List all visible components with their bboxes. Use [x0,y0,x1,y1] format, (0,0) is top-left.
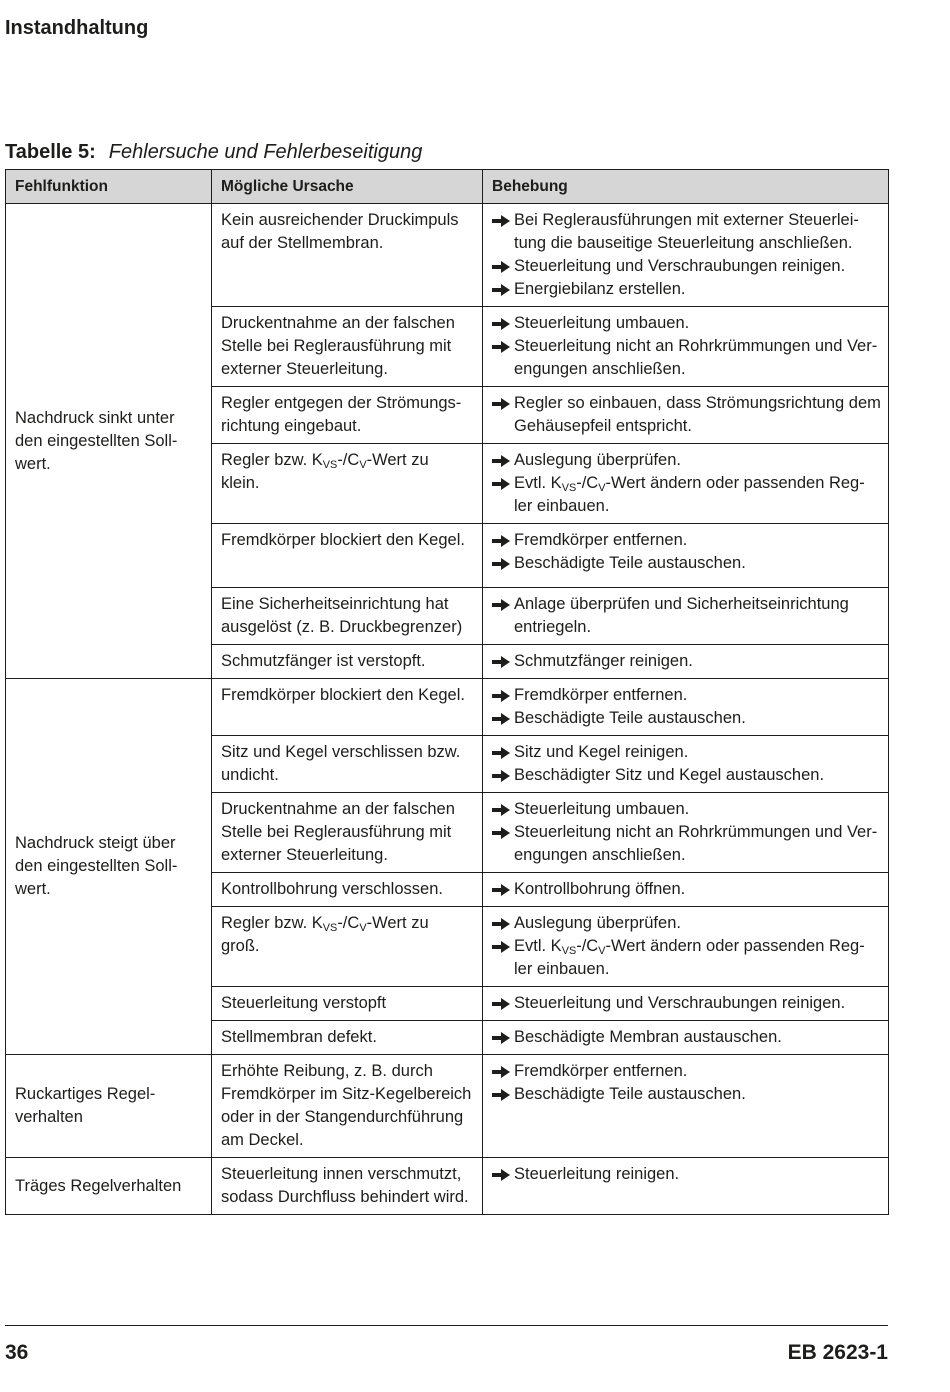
text-line: den eingestellten Soll- [15,857,178,875]
fault-cell [6,1055,212,1158]
text-line: entriegeln. [514,618,592,636]
arrow-right-icon [492,1173,502,1177]
arrow-right-icon [492,1036,502,1040]
arrow-right-icon [492,774,502,778]
text-segment: -Wert ändern oder passenden Reg- [605,474,865,492]
remedy-text [514,529,879,552]
text-line: Nachdruck sinkt unter [15,408,175,427]
remedy-cell [483,873,889,907]
subscript: V [598,945,606,958]
remedy-item [492,335,879,381]
remedy-cell [483,1021,889,1055]
text-line: Kontrollbohrung öffnen. [514,880,686,898]
cause-cell [212,444,483,524]
text-line: tung die bauseitige Steuerleitung anschließen. [514,234,853,252]
remedy-item [492,650,879,673]
text-line: Beschädigte Teile austauschen. [514,1085,746,1103]
cause-cell [212,1055,483,1158]
remedy-cell [483,588,889,645]
text-line: den eingestellten Soll- [15,431,178,450]
arrow-right-icon [492,1070,502,1074]
remedy-text [514,1163,879,1186]
header-row [6,170,889,204]
subscript: V [359,459,367,472]
arrow-right-icon [492,945,502,949]
arrow-right-icon [492,751,502,755]
text-line: wert. [15,454,51,473]
remedy-item [492,1026,879,1049]
fault-cell [6,204,212,679]
text-line: ausgelöst (z. B. Druckbegrenzer) [221,618,463,636]
text-line: Schmutzfänger ist verstopft. [221,652,426,670]
text-segment: -Wert zu [366,451,429,469]
remedy-text [514,912,879,935]
remedy-item [492,1060,879,1083]
table-row [6,1055,889,1158]
remedy-item [492,912,879,935]
remedy-text [514,741,879,764]
remedy-cell [483,307,889,387]
remedy-cell [483,204,889,307]
remedy-text [514,255,879,278]
text-line: Beschädigte Membran austauschen. [514,1028,782,1046]
arrow-right-icon [492,808,502,812]
text-line: Druckentnahme an der falschen [221,800,455,818]
fault-cell [6,1158,212,1215]
text-line: Steuerleitung nicht an Rohrkrümmungen und Ver- [514,823,878,841]
text-line: wert. [15,880,51,898]
subscript: V [359,922,367,935]
text-line: Kontrollbohrung verschlossen. [221,880,443,898]
text-segment: -/C [576,474,599,492]
header-remedy: Behebung [483,170,889,204]
text-segment: -/C [337,451,360,469]
subscript: VS [322,459,338,472]
remedy-text [514,335,879,381]
remedy-text [514,650,879,673]
remedy-text [514,821,879,867]
text-line: Beschädigter Sitz und Kegel austauschen. [514,766,825,784]
remedy-cell [483,524,889,588]
text-line: Eine Sicherheitseinrichtung hat [221,595,449,613]
text-line: Steuerleitung verstopft [221,994,387,1012]
text-line: Fremdkörper blockiert den Kegel. [221,531,465,549]
remedy-text [514,312,879,335]
remedy-item [492,529,879,552]
remedy-cell [483,987,889,1021]
text-line: Regler so einbauen, dass Strömungsrichtung dem [514,394,881,412]
text-line: Sitz und Kegel verschlissen bzw. [221,743,461,761]
text-line: Druckentnahme an der falschen [221,314,455,332]
cause-cell [212,588,483,645]
text-line: Beschädigte Teile austauschen. [514,709,746,727]
remedy-item [492,312,879,335]
text-line: Regler entgegen der Strömungs- [221,394,462,412]
text-line: sodass Durchfluss behindert wird. [221,1188,469,1206]
remedy-text [514,392,879,438]
text-line: Steuerleitung und Verschraubungen reinigen. [514,994,846,1012]
arrow-right-icon [492,345,502,349]
text-segment: Evtl. K [514,474,562,492]
fault-cell [6,679,212,1055]
arrow-right-icon [492,1002,502,1006]
cause-cell [212,524,483,588]
text-line: Stellmembran defekt. [221,1028,377,1046]
header-fault: Fehlfunktion [6,170,212,204]
text-line: Ruckartiges Regel- [15,1085,156,1103]
cause-cell [212,645,483,679]
remedy-text [514,449,879,472]
text-line: oder in der Stangendurchführung [221,1108,464,1126]
cause-cell [212,907,483,987]
text-line: Nachdruck steigt über [15,834,176,852]
subscript: V [598,482,606,495]
text-line: am Deckel. [221,1131,304,1149]
table-caption [5,139,422,165]
text-line: klein. [221,474,260,492]
remedy-text [514,1026,879,1049]
remedy-item [492,992,879,1015]
text-line: Stelle bei Reglerausführung mit [221,823,452,841]
remedy-item [492,392,879,438]
header-cause: Mögliche Ursache [212,170,483,204]
remedy-item [492,1083,879,1106]
section-title: Instandhaltung [5,17,149,39]
remedy-item [492,764,879,787]
remedy-item [492,821,879,867]
arrow-right-icon [492,694,502,698]
remedy-text [514,764,879,787]
arrow-right-icon [492,1093,502,1097]
caption-label: Tabelle 5: [5,141,96,163]
arrow-right-icon [492,717,502,721]
remedy-item [492,707,879,730]
text-line: Fremdkörper blockiert den Kegel. [221,686,465,704]
remedy-item [492,209,879,255]
text-line: Fremdkörper entfernen. [514,1062,688,1080]
text-segment: -/C [337,914,360,932]
text-line [221,449,473,472]
remedy-text [514,684,879,707]
remedy-text [514,593,879,639]
text-line: groß. [221,937,260,955]
remedy-item [492,741,879,764]
subscript: VS [561,482,577,495]
remedy-cell [483,679,889,736]
text-segment: Regler bzw. K [221,451,323,469]
text-line: Auslegung überprüfen. [514,451,681,469]
text-line: Kein ausreichender Druckimpuls [221,211,459,229]
text-line: Gehäusepfeil entspricht. [514,417,692,435]
remedy-cell [483,387,889,444]
cause-cell [212,679,483,736]
text-line: ler einbauen. [514,960,610,978]
text-segment: -Wert ändern oder passenden Reg- [605,937,865,955]
text-line: Fremdkörper entfernen. [514,686,688,704]
text-line: Fremdkörper entfernen. [514,531,688,549]
text-line: externer Steuerleitung. [221,360,388,378]
footer-rule [5,1325,888,1326]
remedy-item [492,593,879,639]
text-line [514,472,879,495]
subscript: VS [322,922,338,935]
arrow-right-icon [492,402,502,406]
arrow-right-icon [492,562,502,566]
arrow-right-icon [492,660,502,664]
text-line [221,912,473,935]
text-line: auf der Stellmembran. [221,234,384,252]
text-line: richtung eingebaut. [221,417,362,435]
text-segment: -/C [576,937,599,955]
text-segment: Regler bzw. K [221,914,323,932]
text-line: Steuerleitung innen verschmutzt, [221,1165,462,1183]
table-row [6,679,889,736]
cause-cell [212,1021,483,1055]
arrow-right-icon [492,922,502,926]
remedy-cell [483,1158,889,1215]
remedy-item [492,1163,879,1186]
document-number: EB 2623-1 [787,1341,888,1364]
cause-cell [212,1158,483,1215]
text-line: externer Steuerleitung. [221,846,388,864]
table-row [6,204,889,307]
page-number: 36 [5,1341,29,1364]
text-line: Schmutzfänger reinigen. [514,652,693,670]
cause-cell [212,793,483,873]
text-line: Stelle bei Reglerausführung mit [221,337,452,355]
text-line: Träges Regelverhalten [15,1176,182,1195]
cause-cell [212,307,483,387]
troubleshooting-table [5,169,889,1215]
remedy-text [514,1083,879,1106]
cause-cell [212,204,483,307]
remedy-text [514,707,879,730]
text-line: Beschädigte Teile austauschen. [514,554,746,572]
cause-cell [212,987,483,1021]
text-line: undicht. [221,766,279,784]
text-line: Steuerleitung reinigen. [514,1165,680,1183]
remedy-cell [483,793,889,873]
remedy-text [514,472,879,518]
remedy-item [492,878,879,901]
text-line: Erhöhte Reibung, z. B. durch [221,1062,433,1080]
text-line: Steuerleitung und Verschraubungen reinigen. [514,257,846,275]
text-segment: -Wert zu [366,914,429,932]
text-line: Steuerleitung umbauen. [514,314,690,332]
arrow-right-icon [492,322,502,326]
text-line: Steuerleitung nicht an Rohrkrümmungen und Ver- [514,337,878,355]
remedy-cell [483,444,889,524]
text-line: engungen anschließen. [514,846,686,864]
text-segment: Evtl. K [514,937,562,955]
arrow-right-icon [492,888,502,892]
text-line: ler einbauen. [514,497,610,515]
table-row [6,1158,889,1215]
table-head [6,170,889,204]
arrow-right-icon [492,288,502,292]
remedy-cell [483,645,889,679]
remedy-text [514,992,879,1015]
text-line: Anlage überprüfen und Sicherheitseinrichtung [514,595,849,613]
arrow-right-icon [492,265,502,269]
cause-cell [212,873,483,907]
arrow-right-icon [492,831,502,835]
subscript: VS [561,945,577,958]
arrow-right-icon [492,603,502,607]
table-body [6,204,889,1215]
cause-cell [212,736,483,793]
remedy-item [492,278,879,301]
cause-cell [212,387,483,444]
remedy-item [492,255,879,278]
remedy-text [514,798,879,821]
text-line: Sitz und Kegel reinigen. [514,743,689,761]
remedy-item [492,449,879,472]
arrow-right-icon [492,219,502,223]
remedy-item [492,684,879,707]
remedy-text [514,209,879,255]
text-line [514,935,879,958]
remedy-text [514,935,879,981]
text-line: verhalten [15,1108,83,1126]
remedy-text [514,1060,879,1083]
remedy-text [514,278,879,301]
text-line: Fremdkörper im Sitz-Kegelbereich [221,1085,472,1103]
remedy-item [492,552,879,575]
remedy-item [492,798,879,821]
arrow-right-icon [492,482,502,486]
arrow-right-icon [492,459,502,463]
remedy-cell [483,1055,889,1158]
remedy-item [492,935,879,981]
text-line: Energiebilanz erstellen. [514,280,686,298]
remedy-text [514,878,879,901]
caption-title: Fehlersuche und Fehlerbeseitigung [108,141,423,163]
text-line: engungen anschließen. [514,360,686,378]
text-line: Bei Reglerausführungen mit externer Steuerlei- [514,211,859,229]
remedy-item [492,472,879,518]
text-line: Steuerleitung umbauen. [514,800,690,818]
text-line: Auslegung überprüfen. [514,914,681,932]
arrow-right-icon [492,539,502,543]
remedy-text [514,552,879,575]
remedy-cell [483,736,889,793]
remedy-cell [483,907,889,987]
